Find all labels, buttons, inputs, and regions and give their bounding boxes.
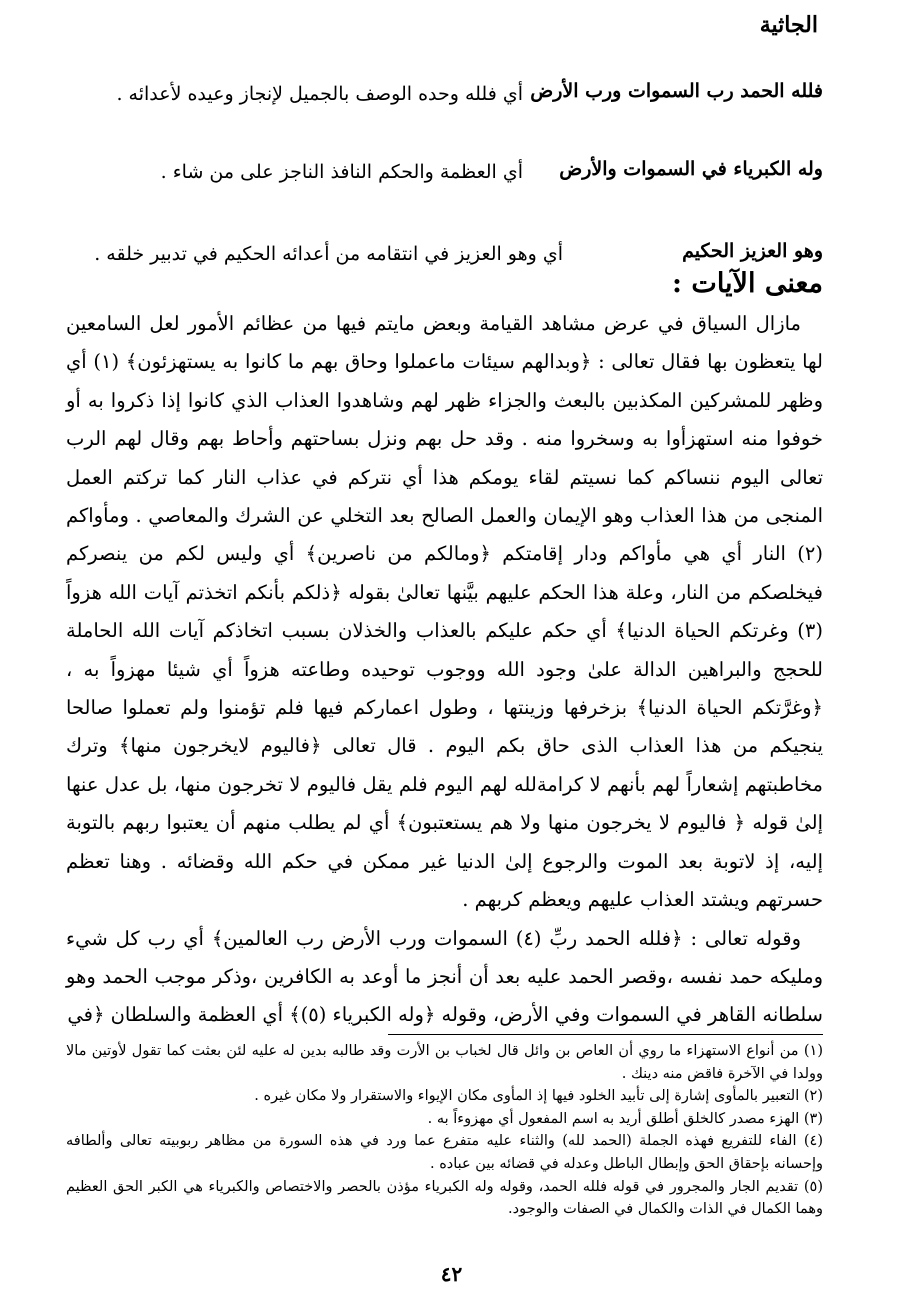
glossary-explanation-2 [68, 158, 523, 186]
commentary-paragraph: وقوله تعالى : ﴿فلله الحمد ربِّ (٤) السموات ورب الأرض رب العالمين﴾ أي رب كل شيء ومليكه حمد نفسه ،وقصر الحمد عليه بعد أن أنجز ما أوعد به الكافرين ،وذكر موجب الحمد وهو سلطانه القاهر في السموات وفي الأرض، وقوله ﴿وله الكبرياء (٥)﴾ أي العظمة والسلطان ﴿في [66, 926, 823, 1027]
footnote: (٢) التعبير بالمأوى إشارة إلى تأبيد الخلود فيها إذ المأوى مكان الإيواء والاستقرار ولا مكان غيره . [254, 1088, 823, 1105]
running-header: الجاثية [759, 12, 818, 38]
glossary-explanation-1 [68, 80, 523, 108]
glossary-explanation: أي وهو العزيز في انتقامه من أعدائه الحكيم في تدبير خلقه . [94, 243, 563, 265]
section-heading: معنى الآيات : [672, 268, 823, 299]
glossary-explanation: أي العظمة والحكم النافذ الناجز على من شاء . [160, 161, 523, 183]
glossary-term: فلله الحمد رب السموات ورب الأرض [530, 80, 823, 102]
glossary-explanation-3 [68, 240, 563, 268]
commentary-paragraph: مازال السياق في عرض مشاهد القيامة وبعض مايتم فيها من عظائم الأمور لعل السامعين لها يتعظون بها فقال تعالى : ﴿وبدالهم سيئات ماعملوا وحاق بهم ما كانوا به يستهزئون﴾ (١) أي وظهر للمشركين المكذبين بالبعث والجزاء ظهر لهم وشاهدوا العذاب الذي كانوا إذا ذكروا به أو خوفوا منه استهزأوا به وسخروا منه . وقد حل بهم ونزل بساحتهم وأحاط بهم وقال لهم الرب تعالى اليوم ننساكم كما نسيتم لقاء يومكم هذا أي نتركم في عذاب النار كما تركتم العمل المنجى من هذا العذاب وهو الإيمان والعمل الصالح بعد التخلي عن الشرك والمعاصي . ومأواكم (٢) النار أي هي مأواكم ودار إقامتكم ﴿ومالكم من ناصرين﴾ أي وليس لكم من ينصركم فيخلصكم من النار، وعلة هذا الحكم عليهم بيَّنها تعالىٰ بقوله ﴿ذلكم بأنكم اتخذتم آيات الله هزواً (٣) وغرتكم الحياة الدنيا﴾ أي حكم عليكم بالعذاب والخذلان بسبب اتخاذكم آيات الله الحاملة للحجج والبراهين الدالة علىٰ وجود الله ووجوب توحيده وطاعته هزواً أي شيئا مهزواً به ، ﴿وغرَّتكم الحياة الدنيا﴾ بزخرفها وزينتها ، وطول اعماركم فيها فلم تؤمنوا ولم تعملوا صالحا ينجيكم من هذا العذاب الذى حاق بكم اليوم . قال تعالى ﴿فاليوم لايخرجون منها﴾ وترك مخاطبتهم إشعاراً لهم بأنهم لا كرامةلله لهم اليوم فلم يقل فاليوم لا تخرجون منها، بل عدل عنها إلىٰ قوله ﴿ فاليوم لا يخرجون منها ولا هم يستعتبون﴾ أي لم يطلب منهم أن يعتبوا ربهم بالتوبة إليه، إذ لاتوبة بعد الموت والرجوع إلىٰ الدنيا غير ممكن في حكم الله وقضائه . وهنا تعظم حسرتهم ويشتد العذاب عليهم ويعظم كربهم . [66, 312, 823, 912]
footnotes [66, 1040, 823, 1221]
glossary-term: وهو العزيز الحكيم [682, 240, 823, 262]
footnote: (٤) الفاء للتفريع فهذه الجملة (الحمد لله) والثناء عليه متفرع عما ورد في هذه السورة من مظاهر ربوبيته تعالى وألطافه وإحسانه بإحقاق الحق وإبطال الباطل وعدله في قضائه بين عباده . [66, 1133, 823, 1172]
commentary-body [66, 305, 823, 1035]
footnote: (١) من أنواع الاستهزاء ما روي أن العاص بن وائل قال لخباب بن الأرت وقد طالبه بدين له عليه لئن بعثت كما تقول لأوتين مالا وولدا في الآخرة فاقض منه دينك . [66, 1043, 823, 1082]
footnote: (٣) الهزء مصدر كالخلق أطلق أريد به اسم المفعول أي مهزوءاً به . [427, 1110, 823, 1127]
footnote: (٥) تقديم الجار والمجرور في قوله فلله الحمد، وقوله وله الكبرياء مؤذن بالحصر والاختصاص والكبرياء هي الكبر الحق العظيم وهما الكمال في الذات والكمال في الصفات والوجود. [66, 1178, 823, 1218]
page-number: ٤٢ [440, 1262, 463, 1286]
glossary-term: وله الكبرياء في السموات والأرض [559, 158, 823, 180]
glossary-explanation: أي فلله وحده الوصف بالجميل لإنجاز وعيده لأعدائه . [116, 83, 523, 105]
footnote-separator [388, 1034, 823, 1035]
